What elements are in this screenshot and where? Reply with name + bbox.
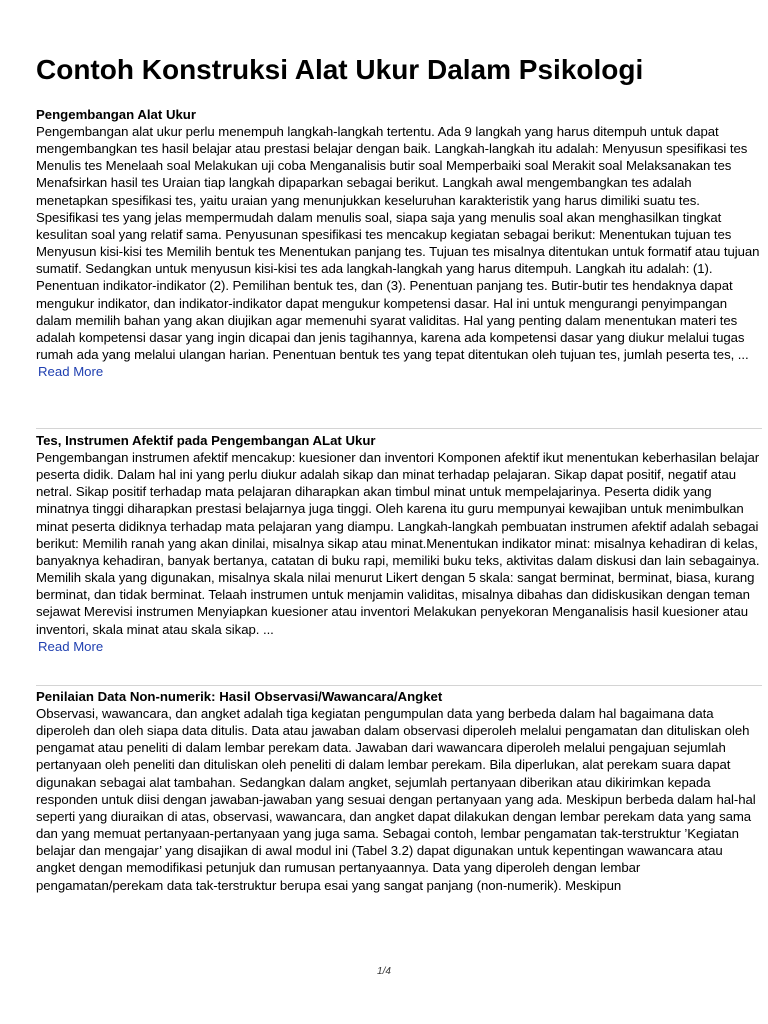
section-heading: Tes, Instrumen Afektif pada Pengembangan ALat Ukur bbox=[36, 433, 376, 448]
section-heading: Penilaian Data Non-numerik: Hasil Observasi/Wawancara/Angket bbox=[36, 689, 443, 704]
read-more-link[interactable]: Read More bbox=[38, 638, 104, 654]
article-section bbox=[36, 688, 762, 894]
read-more-link[interactable]: Read More bbox=[38, 364, 104, 380]
section-body: Pengembangan alat ukur perlu menempuh langkah-langkah tertentu. Ada 9 langkah yang harus ditempuh untuk dapat mengembangkan tes hasil belajar atau prestasi belajar dengan baik. Langkah-langkah itu adalah: Menyusun spesifikasi tes Menulis tes Menelaah soal Melakukan uji coba Menganalisis butir soal Memperbaiki soal Merakit soal Melaksanakan tes Menafsirkan hasil tes Uraian tiap langkah dipaparkan sebagai berikut. Langkah awal mengembangkan tes adalah menetapkan spesifikasi tes, yaitu uraian yang menunjukkan keseluruhan karakteristik yang harus dimiliki suatu tes. Spesifikasi tes yang jelas mempermudah dalam menulis soal, siapa saja yang menulis soal akan menghasilkan tingkat kesulitan soal yang relatif sama. Penyusunan spesifikasi tes mencakup kegiatan sebagai berikut: Menentukan tujuan tes Menyusun kisi-kisi tes Memilih bentuk tes Menentukan panjang tes. Tujuan tes misalnya ditentukan untuk formatif atau tujuan sumatif. Sedangkan untuk menyusun kisi-kisi tes ada langkah-langkah yang harus ditempuh. Langkah itu adalah: (1). Penentuan indikator-indikator (2). Pemilihan bentuk tes, dan (3). Penentuan panjang tes. Butir-butir tes hendaknya dapat mengukur indikator, dan indikator-indikator dapat mengukur kompetensi dasar. Hal ini untuk mengurangi penyimpangan dalam memilih bahan yang akan diujikan agar memenuhi syarat validitas. Hal yang penting dalam menentukan materi tes adalah kompetensi dasar yang ingin dicapai dan jenis tagihannya, karena ada kompetensi dasar yang diukur melalui tugas rumah ada yang melalui ulangan harian. Penentuan bentuk tes yang tepat ditentukan oleh tujuan tes, jumlah peserta tes, ... bbox=[36, 124, 760, 363]
section-heading: Pengembangan Alat Ukur bbox=[36, 107, 196, 122]
section-divider bbox=[36, 685, 762, 686]
page-number: 1/4 bbox=[377, 966, 391, 977]
page-title: Contoh Konstruksi Alat Ukur Dalam Psikologi bbox=[36, 54, 644, 85]
section-body: Pengembangan instrumen afektif mencakup: kuesioner dan inventori Komponen afektif ikut menentukan keberhasilan belajar peserta didik. Dalam hal ini yang perlu diukur adalah sikap dan minat terhadap pelajaran. Sikap dapat positif, negatif atau netral. Sikap positif terhadap mata pelajaran diharapkan akan timbul minat untuk mempelajarinya. Peserta didik yang minatnya tinggi diharapkan prestasi belajarnya juga tinggi. Oleh karena itu guru mempunyai kewajiban untuk menimbulkan minat peserta didiknya terhadap mata pelajaran yang diampu. Langkah-langkah pembuatan instrumen afektif adalah sebagai berikut: Memilih ranah yang akan dinilai, misalnya sikap atau minat.Menentukan indikator minat: misalnya kehadiran di kelas, banyaknya kehadiran, banyak bertanya, catatan di buku rapi, memiliki buku teks, aktivitas dalam diskusi dan lain sebagainya. Memilih skala yang digunakan, misalnya skala nilai menurut Likert dengan 5 skala: sangat berminat, berminat, biasa, kurang berminat, dan tidak berminat. Telaah instrumen untuk menjamin validitas, misalnya dibahas dan didiskusikan dengan teman sejawat Merevisi instrumen Menyiapkan kuesioner atau inventori Melakukan penyekoran Menganalisis hasil kuesioner atau inventori, skala minat atau skala sikap. ... bbox=[36, 450, 760, 637]
article-section bbox=[36, 106, 762, 381]
section-divider bbox=[36, 428, 762, 429]
article-section bbox=[36, 432, 762, 656]
section-body: Observasi, wawancara, dan angket adalah tiga kegiatan pengumpulan data yang berbeda dalam hal bagaimana data diperoleh dan oleh siapa data ditulis. Data atau jawaban dalam observasi diperoleh melalui pengamatan dan dituliskan oleh pengamat atau peneliti di dalam lembar perekam data. Jawaban dari wawancara diperoleh melalui pengajuan sejumlah pertanyaan oleh peneliti dan dituliskan oleh peneliti di dalam lembar perekam. Bila diperlukan, alat perekam suara dapat digunakan sebagai alat tambahan. Sedangkan dalam angket, sejumlah pertanyaan diberikan atau dikirimkan kepada responden untuk diisi dengan jawaban-jawaban yang sesuai dengan pertanyaan yang ada. Meskipun berbeda dalam hal-hal seperti yang diuraikan di atas, observasi, wawancara, dan angket dapat dilakukan dengan lembar perekam data yang sama dan yang memuat pertanyaan-pertanyaan yang juga sama. Sebagai contoh, lembar pengamatan tak-terstruktur ’Kegiatan belajar dan mengajar’ yang disajikan di awal modul ini (Tabel 3.2) dapat digunakan untuk kepentingan wawancara atau angket dengan memodifikasi petunjuk dan rumusan pertanyaannya. Data yang diperoleh dengan lembar pengamatan/perekam data tak-terstruktur berupa esai yang sangat panjang (non-numerik). Meskipun bbox=[36, 706, 756, 893]
